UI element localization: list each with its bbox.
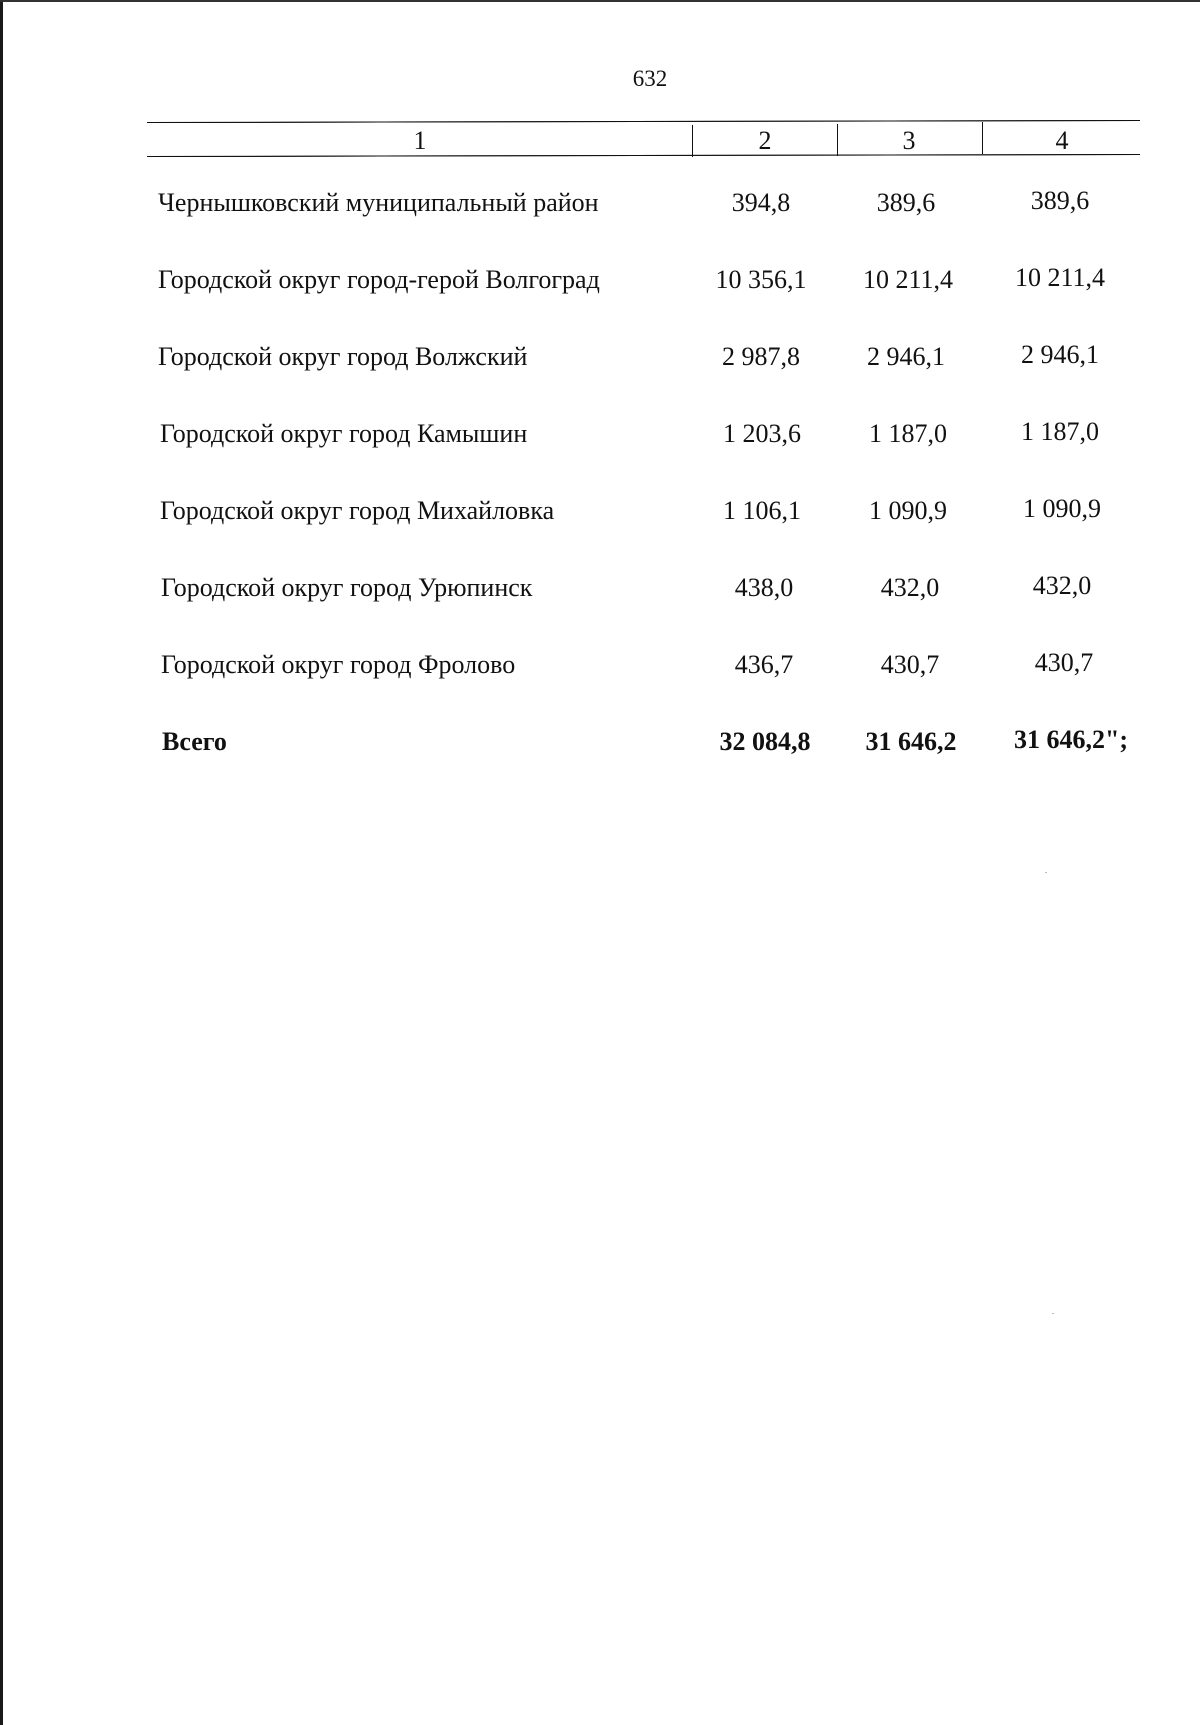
row-value-col4: 1 090,9 (1023, 494, 1101, 523)
row-value-col2: 1 203,6 (723, 419, 801, 448)
table-row (0, 265, 1200, 305)
table-divider-3 (982, 122, 983, 154)
row-name: Городской округ город Михайловка (160, 496, 555, 525)
row-value-col4: 1 187,0 (1021, 417, 1099, 446)
column-header-1: 1 (413, 126, 427, 155)
table-row (0, 573, 1200, 613)
total-label: Всего (162, 727, 227, 756)
table-divider-1 (692, 125, 693, 157)
row-name: Городской округ город-герой Волгоград (158, 265, 600, 294)
table-row (0, 188, 1200, 228)
row-value-col3: 2 946,1 (867, 342, 945, 371)
column-header-3: 3 (902, 126, 916, 155)
row-value-col3: 432,0 (880, 573, 940, 602)
row-value-col2: 1 106,1 (723, 496, 801, 525)
scan-border-left (0, 0, 3, 1725)
table-row (0, 650, 1200, 690)
row-value-col4: 2 946,1 (1021, 340, 1099, 369)
page-number: 632 (632, 66, 668, 91)
table-total-row (0, 727, 1200, 767)
row-value-col3: 1 090,9 (869, 496, 947, 525)
row-name: Городской округ город Камышин (160, 419, 528, 448)
table-top-rule (147, 120, 1140, 123)
row-name: Городской округ город Волжский (158, 342, 528, 371)
total-value-col3: 31 646,2 (865, 727, 957, 756)
row-value-col4: 10 211,4 (1014, 263, 1106, 292)
row-value-col3: 10 211,4 (862, 265, 954, 294)
row-value-col3: 1 187,0 (869, 419, 947, 448)
total-value-col2: 32 084,8 (719, 727, 811, 756)
column-header-4: 4 (1055, 126, 1069, 155)
table-divider-2 (837, 124, 838, 156)
table-row (0, 419, 1200, 459)
row-value-col2: 394,8 (731, 188, 791, 217)
row-value-col4: 389,6 (1030, 186, 1090, 215)
row-value-col2: 2 987,8 (722, 342, 800, 371)
table-row (0, 342, 1200, 382)
scan-border-top (0, 0, 1200, 2)
row-value-col2: 10 356,1 (715, 265, 807, 294)
column-header-2: 2 (758, 126, 772, 155)
row-value-col3: 430,7 (880, 650, 940, 679)
total-value-col4: 31 646,2"; (1013, 725, 1129, 754)
row-value-col2: 436,7 (734, 650, 794, 679)
table-row (0, 496, 1200, 536)
row-value-col2: 438,0 (734, 573, 794, 602)
scan-speck (1045, 872, 1047, 873)
row-value-col3: 389,6 (876, 188, 936, 217)
row-name: Городской округ город Урюпинск (161, 573, 533, 602)
row-name: Чернышковский муниципальный район (158, 188, 599, 217)
row-value-col4: 432,0 (1032, 571, 1092, 600)
scan-speck (1052, 1313, 1054, 1314)
row-value-col4: 430,7 (1034, 648, 1094, 677)
row-name: Городской округ город Фролово (161, 650, 516, 679)
table-header-bottom-rule (147, 154, 1140, 157)
